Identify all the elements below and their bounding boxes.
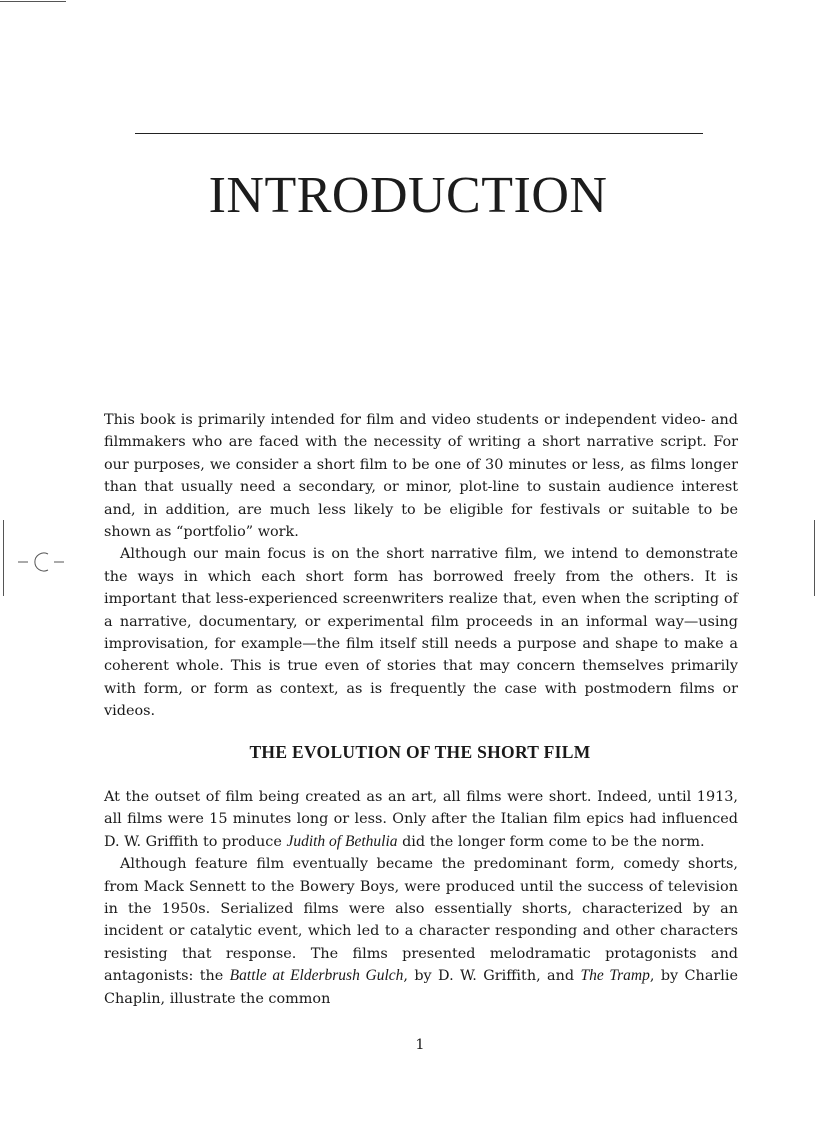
crop-mark-right bbox=[814, 520, 815, 596]
film-title: Judith of Bethulia bbox=[286, 832, 398, 850]
section-heading: THE EVOLUTION OF THE SHORT FILM bbox=[249, 742, 591, 762]
chapter-title: INTRODUCTION bbox=[208, 167, 608, 224]
intro-paragraph-2: Although our main focus is on the short narrative film, we intend to demonstrate the ways in which each short form has borrowed freely from the others. It is important that less-experienced screenwriters realize that, even when the scripting of a narrative, documentary, or experimental film proceeds in an informal way—using improvisation, for example—the film itself still needs a purpose and shape to make a coherent whole. This is true even of stories that may concern themselves primarily with form, or form as context, as is frequently the case with postmodern films or videos. bbox=[104, 546, 738, 720]
evolution-section bbox=[104, 786, 738, 1010]
page-number: 1 bbox=[415, 1037, 425, 1053]
text-run: Although feature film eventually became the predominant form, comedy shorts, from Mack Sennett to the Bowery Boys, were produced until the success of television in the 1950s. Serialized films were also essentially shorts, characterized by an incident or catalytic event, which led to a character responding and other characters resisting that response. The films presented melodramatic protagonists and antagonists: the bbox=[104, 856, 738, 985]
registration-mark-icon bbox=[18, 550, 64, 574]
film-title: Battle at Elderbrush Gulch bbox=[229, 967, 404, 985]
intro-section bbox=[104, 409, 738, 723]
film-title: The Tramp bbox=[580, 967, 650, 985]
title-rule bbox=[135, 133, 703, 134]
text-run: , by D. W. Griffith, and bbox=[403, 968, 581, 985]
intro-paragraph-1: This book is primarily intended for film and video students or independent video- and filmmakers who are faced with the necessity of writing a short narrative script. For our purposes, we consider a short film to be one of 30 minutes or less, as films longer than that usually need a secondary, or minor, plot-line to sustain audience interest and, in addition, are much less likely to be eligible for festivals or suitable to be shown as “portfolio” work. bbox=[104, 412, 738, 541]
crop-mark-left bbox=[3, 520, 4, 596]
evolution-paragraph-1 bbox=[104, 786, 738, 853]
text-run: did the longer form come to be the norm. bbox=[397, 833, 705, 850]
crop-mark-top bbox=[0, 1, 66, 2]
text-run: At the outset of film being created as an art, all films were short. Indeed, until 1913, all films were 15 minutes long or less. Only after the Italian film epics had influenced D. W. Griffith to produce bbox=[104, 789, 738, 850]
text-run: , by Charlie Chaplin, illustrate the common bbox=[104, 968, 739, 1007]
evolution-paragraph-2 bbox=[104, 853, 738, 1010]
